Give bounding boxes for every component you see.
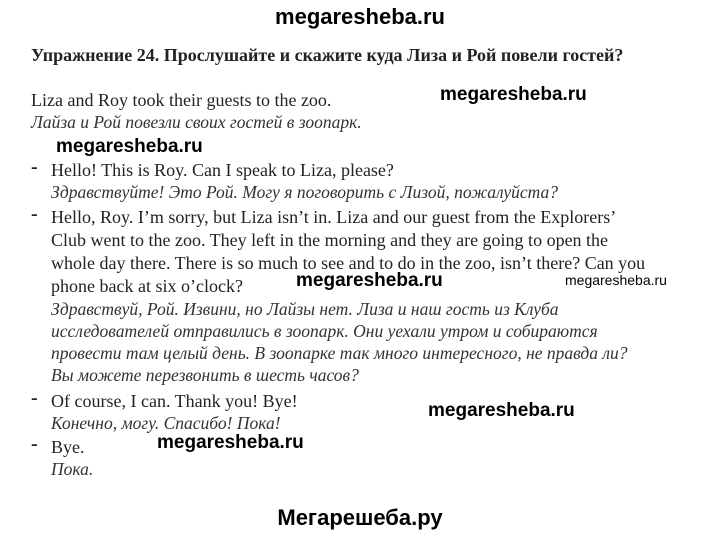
dialogue-line-english: Hello! This is Roy. Can I speak to Liza, please? <box>51 160 394 180</box>
dialogue-line-english: whole day there. There is so much to see and to do in the zoo, isn’t there? Can you <box>51 253 646 273</box>
watermark: megaresheba.ru <box>565 272 667 288</box>
dialogue-line-russian: провести там целый день. В зоопарке так много интересного, не правда ли? <box>51 343 628 363</box>
dialogue-line-english: Bye. <box>51 437 85 457</box>
watermark: megaresheba.ru <box>56 136 203 157</box>
dialogue-line-russian: Вы можете перезвонить в шесть часов? <box>51 365 359 385</box>
dialogue-line-english: phone back at six o’clock? <box>51 276 243 296</box>
dialogue-marker: - <box>31 156 38 178</box>
intro-english: Liza and Roy took their guests to the zoo. <box>31 90 332 110</box>
dialogue-marker: - <box>31 433 38 455</box>
watermark: megaresheba.ru <box>428 400 575 421</box>
site-header: megaresheba.ru <box>275 4 445 29</box>
dialogue-line-russian: Конечно, могу. Спасибо! Пока! <box>51 413 281 433</box>
watermark: megaresheba.ru <box>296 270 443 291</box>
dialogue-line-russian: Здравствуй, Рой. Извини, но Лайзы нет. Лиза и наш гость из Клуба <box>51 299 559 319</box>
exercise-title: Упражнение 24. Прослушайте и скажите куда Лиза и Рой повели гостей? <box>31 45 624 65</box>
dialogue-line-russian: Здравствуйте! Это Рой. Могу я поговорить с Лизой, пожалуйста? <box>51 182 558 202</box>
intro-russian: Лайза и Рой повезли своих гостей в зоопарк. <box>31 112 362 132</box>
site-footer: Мегарешеба.ру <box>277 505 443 530</box>
dialogue-line-english: Of course, I can. Thank you! Bye! <box>51 391 298 411</box>
dialogue-line-english: Hello, Roy. I’m sorry, but Liza isn’t in. Liza and our guest from the Explorers’ <box>51 207 617 227</box>
dialogue-marker: - <box>31 387 38 409</box>
watermark: megaresheba.ru <box>440 84 587 105</box>
watermark: megaresheba.ru <box>157 432 304 453</box>
dialogue-line-english: Club went to the zoo. They left in the morning and they are going to open the <box>51 230 609 250</box>
dialogue-line-russian: исследователей отправились в зоопарк. Они уехали утром и собираются <box>51 321 598 341</box>
dialogue-line-russian: Пока. <box>51 459 94 479</box>
dialogue-marker: - <box>31 203 38 225</box>
